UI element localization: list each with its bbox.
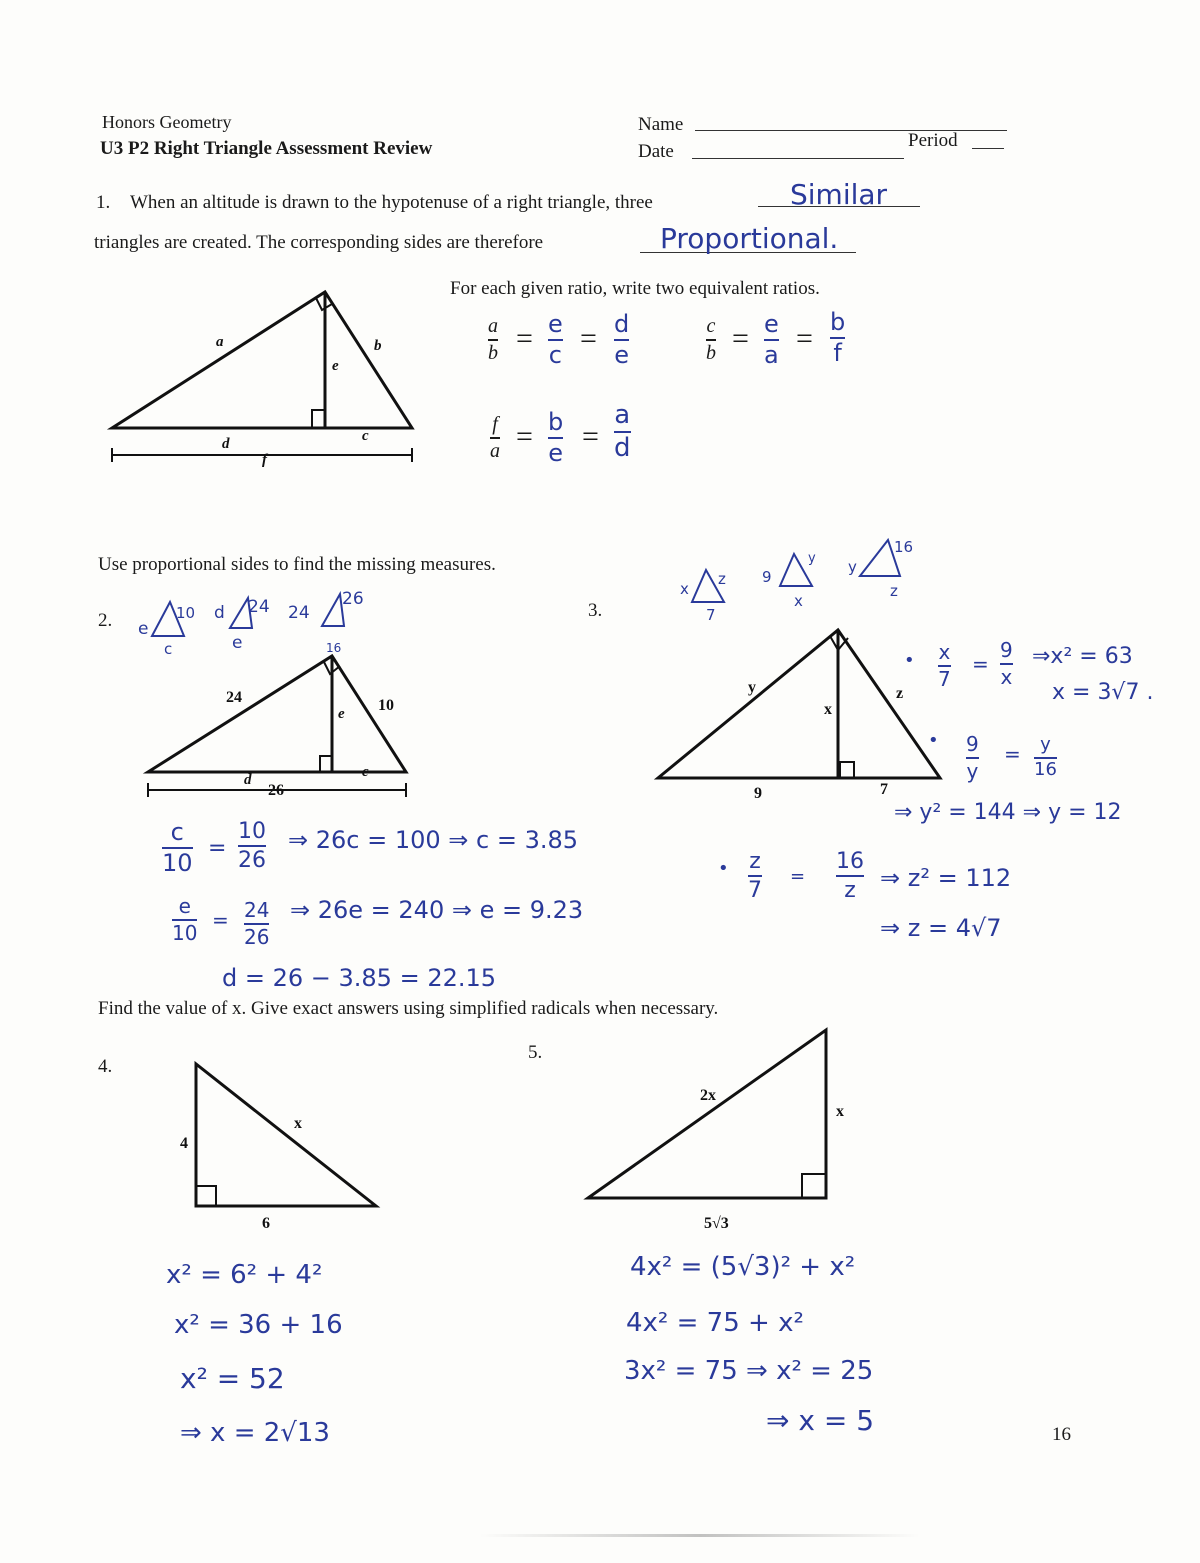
ratio3-answer1: b e (548, 408, 564, 468)
ratio1-given: a b (488, 315, 498, 364)
q5-work-line4: ⇒ x = 5 (766, 1404, 875, 1437)
name-label: Name (638, 114, 684, 135)
worksheet-title: U3 P2 Right Triangle Assessment Review (100, 138, 433, 159)
bullet: • (928, 730, 939, 751)
q4-work-line2: x² = 36 + 16 (174, 1310, 343, 1340)
name-line[interactable] (695, 130, 1007, 131)
ratio1-answer1: e c (548, 310, 563, 370)
q3-a-result: x = 3√7 . (1052, 680, 1154, 705)
q1-line2: triangles are created. The corresponding sides are therefore (94, 232, 544, 253)
q5-label-5root3: 5√3 (704, 1215, 729, 1232)
equals: = (790, 866, 806, 887)
ratio2-answer1: e a (764, 310, 779, 370)
q5-work-line2: 4x² = 75 + x² (626, 1308, 804, 1338)
q1-label-d: d (222, 436, 230, 452)
q5-triangle-figure (580, 1024, 860, 1234)
q3-label-z: z (896, 685, 904, 702)
q1-answer2: Proportional. (660, 222, 839, 255)
q3-c-result: ⇒ z = 4√7 (880, 914, 1002, 942)
period-label: Period (908, 130, 958, 151)
ratio3-given: f a (490, 413, 500, 462)
q1-label-b: b (374, 338, 382, 354)
course-name: Honors Geometry (102, 112, 232, 132)
section2-instruction: Use proportional sides to find the missing measures. (98, 554, 496, 575)
q3-sketches (676, 532, 936, 632)
q2-label-26: 26 (268, 782, 284, 799)
q2-label-c: c (362, 764, 369, 780)
ratio2-answer2: b f (830, 308, 846, 368)
equals: = (796, 322, 813, 355)
q3-sketch-label: z (890, 582, 898, 600)
q3-c-frac2: 16 z (836, 849, 864, 904)
q2-eq2-rest: ⇒ 26e = 240 ⇒ e = 9.23 (290, 896, 584, 924)
q1-answer1: Similar (790, 178, 888, 211)
q3-c-frac1: z 7 (748, 849, 762, 904)
q2-triangle-figure (140, 640, 420, 810)
q2-sketch-label: 26 (342, 589, 364, 609)
q5-work-line3: 3x² = 75 ⇒ x² = 25 (624, 1356, 874, 1386)
q2-eq1-rest: ⇒ 26c = 100 ⇒ c = 3.85 (288, 826, 579, 854)
q3-number: 3. (588, 600, 603, 621)
q2-eq1-right: 10 26 (238, 819, 266, 874)
q5-number: 5. (528, 1042, 543, 1063)
equals: = (516, 420, 533, 453)
q2-eq3: d = 26 − 3.85 = 22.15 (222, 964, 497, 992)
q4-work-line1: x² = 6² + 4² (166, 1260, 323, 1290)
q2-number: 2. (98, 610, 113, 631)
date-label: Date (638, 141, 674, 162)
ratio2-given: c b (706, 315, 716, 364)
q3-label-9: 9 (754, 785, 762, 802)
q3-sketch-label: x (794, 592, 803, 610)
q2-eq2-right: 24 26 (244, 898, 270, 949)
q4-work-line4: ⇒ x = 2√13 (180, 1418, 330, 1448)
equals: = (582, 420, 599, 453)
ratio3-answer2: a d (614, 400, 631, 464)
q1-label-f: f (262, 452, 267, 468)
q3-sketch-label: 7 (706, 606, 716, 624)
q3-sketch-label: z (718, 570, 726, 588)
q1-triangle-figure (100, 280, 430, 480)
q3-triangle-figure (650, 620, 960, 810)
q3-sketch-label: 9 (762, 568, 772, 586)
equals: = (516, 322, 533, 355)
q4-triangle-figure (170, 1056, 410, 1236)
q2-eq1-left: c 10 (162, 818, 193, 878)
q2-label-e: e (338, 706, 345, 722)
q1-label-e: e (332, 358, 339, 374)
q2-label-d: d (244, 772, 252, 788)
q3-a-frac1: x 7 (938, 640, 951, 691)
q4-number: 4. (98, 1056, 113, 1077)
q1-instruction: For each given ratio, write two equivalent ratios. (450, 278, 820, 299)
page-number: 16 (1052, 1424, 1071, 1445)
equals: = (212, 908, 229, 932)
q3-label-7: 7 (880, 781, 888, 798)
q1-label-a: a (216, 334, 224, 350)
equals: = (972, 652, 989, 676)
q4-work-line3: x² = 52 (180, 1362, 285, 1395)
q3-sketch-label: 16 (894, 538, 914, 556)
q3-label-x: x (824, 701, 832, 718)
q3-b-frac2: y 16 (1034, 734, 1057, 780)
equals: = (208, 836, 227, 861)
equals: = (1004, 742, 1021, 766)
q1-line1: When an altitude is drawn to the hypotenuse of a right triangle, three (130, 192, 653, 213)
bullet: • (904, 650, 915, 671)
bullet: • (718, 858, 729, 879)
q5-label-x: x (836, 1103, 844, 1120)
q2-sketch-label: d (214, 603, 225, 623)
q3-c-rest: ⇒ z² = 112 (880, 864, 1012, 892)
ratio1-answer2: d e (614, 310, 630, 370)
q2-sketch-label: 24 (248, 597, 270, 617)
period-line[interactable] (972, 148, 1004, 149)
q3-b-frac1: 9 y (966, 732, 979, 783)
q1-number: 1. (96, 192, 111, 213)
q2-sketch-label: e (232, 633, 243, 653)
q2-label-top: 16 (326, 641, 342, 655)
q3-sketch-label: y (848, 558, 857, 576)
q2-label-24: 24 (226, 689, 242, 706)
q4-label-4: 4 (180, 1135, 188, 1152)
q2-sketch-label: c (164, 640, 173, 658)
q2-sketch-label: e (138, 619, 149, 639)
q3-sketch-label: x (680, 580, 689, 598)
q3-a-rest: ⇒x² = 63 (1032, 644, 1133, 669)
q2-eq2-left: e 10 (172, 894, 198, 945)
q4-label-x: x (294, 1115, 302, 1132)
q3-a-frac2: 9 x (1000, 638, 1013, 689)
q2-sketch-label: 10 (176, 604, 196, 622)
q4-label-6: 6 (262, 1215, 270, 1232)
equals: = (580, 322, 597, 355)
q1-label-c: c (362, 428, 369, 444)
q3-sketch-label: y (808, 551, 816, 566)
equals: = (732, 322, 749, 355)
date-line[interactable] (692, 158, 904, 159)
q2-label-10: 10 (378, 697, 394, 714)
q3-label-y: y (748, 679, 756, 696)
scan-edge (480, 1534, 920, 1537)
q5-label-2x: 2x (700, 1087, 716, 1104)
q2-sketch-label: 24 (288, 603, 310, 623)
q5-work-line1: 4x² = (5√3)² + x² (630, 1252, 856, 1282)
section3-instruction: Find the value of x. Give exact answers using simplified radicals when necessary. (98, 998, 719, 1019)
q3-b-rest: ⇒ y² = 144 ⇒ y = 12 (894, 800, 1122, 825)
